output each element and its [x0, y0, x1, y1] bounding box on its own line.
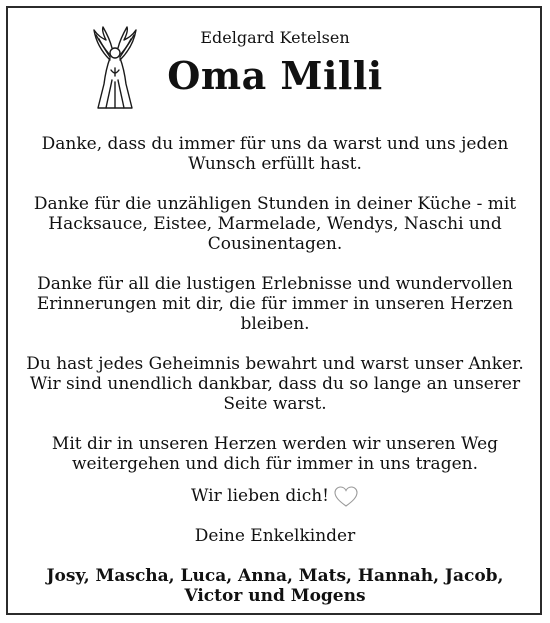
signoff: Deine Enkelkinder [194, 526, 356, 546]
paragraph-3: Danke für all die lustigen Erlebnisse und wundervollen Erinnerungen mit dir, die für immer in unseren Herzen bleiben. [36, 274, 514, 334]
angel-icon [88, 26, 142, 112]
notice-body [20, 134, 530, 494]
notice-title: Oma Milli [167, 53, 383, 98]
heart-icon [333, 485, 359, 509]
paragraph-4: Du hast jedes Geheimnis bewahrt und warst unser Anker. Wir sind unendlich dankbar, dass du so lange an unserer Seite warst. [26, 354, 524, 414]
deceased-full-name: Edelgard Ketelsen [200, 28, 350, 47]
names-line-2: Victor und Mogens [184, 586, 366, 606]
paragraph-1: Danke, dass du immer für uns da warst und uns jeden Wunsch erfüllt hast. [41, 134, 509, 174]
names-line-1: Josy, Mascha, Luca, Anna, Mats, Hannah, Jacob, [46, 566, 504, 586]
grandchildren-names [20, 566, 530, 606]
paragraph-5: Mit dir in unseren Herzen werden wir unseren Weg weitergehen und dich für immer in uns tragen. [51, 434, 499, 474]
love-line [20, 484, 530, 509]
love-text: Wir lieben dich! [191, 486, 329, 506]
paragraph-2: Danke für die unzähligen Stunden in deiner Küche - mit Hacksauce, Eistee, Marmelade, Wendys, Naschi und Cousinentagen. [33, 194, 517, 254]
